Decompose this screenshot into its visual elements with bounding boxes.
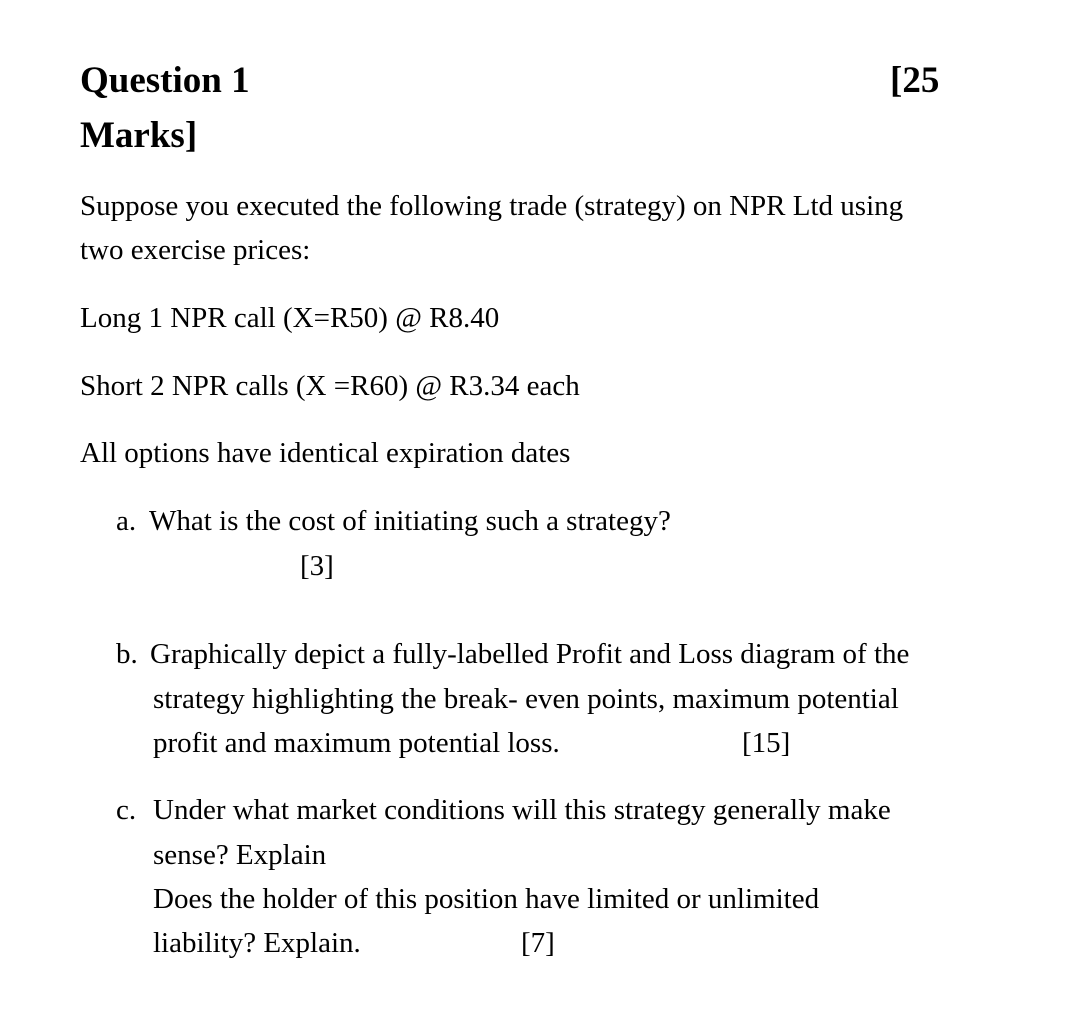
part-a-label: a. — [116, 505, 137, 537]
question-marks-open: [25 — [890, 60, 940, 101]
part-b-line-3: profit and maximum potential loss. — [153, 727, 560, 759]
part-b-line-1: Graphically depict a fully-labelled Profit and Loss diagram of the — [150, 638, 910, 670]
part-b-marks: [15] — [742, 727, 791, 759]
expiration-note: All options have identical expiration dates — [80, 437, 571, 469]
part-c-line-1: Under what market conditions will this strategy generally make — [153, 794, 891, 826]
part-c-line-4: liability? Explain. — [153, 927, 361, 959]
intro-line-2: two exercise prices: — [80, 234, 311, 266]
question-title: Question 1 — [80, 60, 250, 101]
part-a-marks: [3] — [300, 550, 334, 582]
trade-long: Long 1 NPR call (X=R50) @ R8.40 — [80, 302, 500, 334]
part-c-label: c. — [116, 794, 137, 826]
part-c-marks: [7] — [521, 927, 555, 959]
part-b-label: b. — [116, 638, 138, 670]
part-c-line-2: sense? Explain — [153, 839, 327, 871]
question-marks-close: Marks] — [80, 115, 198, 156]
intro-line-1: Suppose you executed the following trade (strategy) on NPR Ltd using — [80, 190, 904, 222]
part-a-line-1: What is the cost of initiating such a strategy? — [149, 505, 671, 537]
part-c-line-3: Does the holder of this position have limited or unlimited — [153, 883, 820, 915]
part-b-line-2: strategy highlighting the break- even points, maximum potential — [153, 683, 899, 715]
trade-short: Short 2 NPR calls (X =R60) @ R3.34 each — [80, 370, 580, 402]
